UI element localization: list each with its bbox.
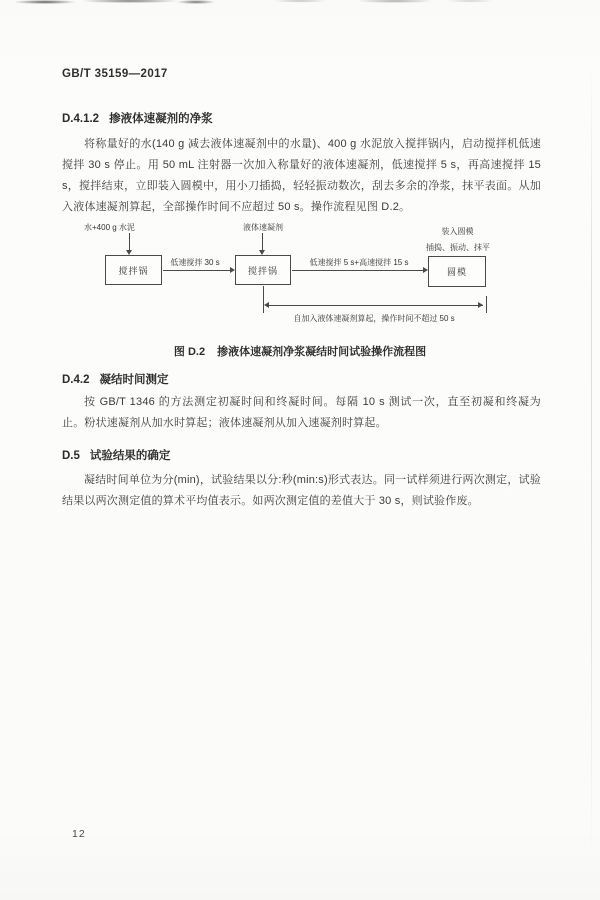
dimension-line-left-tick: [263, 286, 264, 313]
dimension-line: [268, 305, 483, 306]
flow-step1-label: 低速搅拌 30 s: [170, 258, 220, 267]
section-heading-d5: [62, 447, 170, 463]
flow-box-round-mold: [428, 256, 486, 287]
flow-step2-label: 低速搅拌 5 s+高速搅拌 15 s: [309, 258, 409, 267]
arrow-left-icon: [264, 302, 269, 308]
section-body-d5: 凝结时间单位为分(min)，试验结果以分:秒(min:s)形式表达。同一试样须进行两次测定，试验结果以两次测定值的算术平均值表示。如两次测定值的差值大于 30 s，则试验作废。: [62, 474, 541, 507]
flow-arrow-line: [262, 233, 263, 250]
flow-mold-top-label: 装入圆模: [441, 227, 474, 236]
flow-input-accelerator-label: 液体速凝剂: [243, 223, 283, 232]
flowchart-figure-d2: [80, 220, 510, 330]
arrow-right-icon: [478, 302, 483, 308]
section-number: D.5: [62, 450, 80, 462]
section-heading-d412: [62, 110, 213, 126]
page-number: 12: [72, 828, 86, 840]
scan-artifact-top: [0, 0, 600, 7]
flow-arrow-line: [129, 233, 130, 250]
figure-caption: [0, 343, 600, 359]
section-number: D.4.1.2: [62, 113, 100, 125]
section-heading-d42: [62, 371, 169, 387]
flow-input-water-cement-label: 水+400 g 水泥: [84, 223, 135, 232]
doc-code-header: GB/T 35159—2017: [62, 68, 168, 80]
section-number: D.4.2: [62, 374, 90, 386]
dimension-line-right-tick: [486, 296, 487, 313]
section-body-d412: 将称量好的水(140 g 减去液体速凝剂中的水量)、400 g 水泥放入搅拌锅内，启动搅拌机低速搅拌 30 s 停止。用 50 mL 注射器一次加入称量好的液体速凝剂，低速搅拌 5 s，再高速搅拌 15 s，搅拌结束，立即装入圆模中，用小刀插捣，轻轻振动数次，刮去多余的净浆，抹平表面。从加入液体速凝剂算起，全部操作时间不应超过 50 s。操作流程见图 D.2。: [62, 138, 541, 213]
section-title: 凝结时间测定: [99, 374, 169, 386]
figure-number: 图 D.2: [173, 346, 206, 358]
scan-artifact-right-edge: [591, 60, 592, 860]
flow-box-label: 搅拌锅: [247, 265, 278, 276]
flow-arrow-line: [163, 270, 231, 271]
section-body-d42: 按 GB/T 1346 的方法测定初凝时间和终凝时间。每隔 10 s 测试一次，直至初凝和终凝为止。粉状速凝剂从加水时算起；液体速凝剂从加入速凝剂时算起。: [62, 396, 541, 429]
section-title: 试验结果的确定: [89, 450, 171, 462]
flow-mold-sub-label: 插捣、振动、抹平: [426, 243, 490, 252]
flow-arrow-line: [292, 270, 424, 271]
flow-box-label: 圆模: [446, 267, 467, 277]
flow-box-label: 搅拌锅: [118, 265, 149, 276]
figure-title: 掺液体速凝剂净浆凝结时间试验操作流程图: [217, 346, 427, 358]
flow-box-mixing-pot-2: [235, 255, 291, 285]
section-title: 掺液体速凝剂的净浆: [109, 113, 213, 125]
flow-total-time-label: 自加入液体速凝剂算起，操作时间不超过 50 s: [293, 314, 455, 323]
